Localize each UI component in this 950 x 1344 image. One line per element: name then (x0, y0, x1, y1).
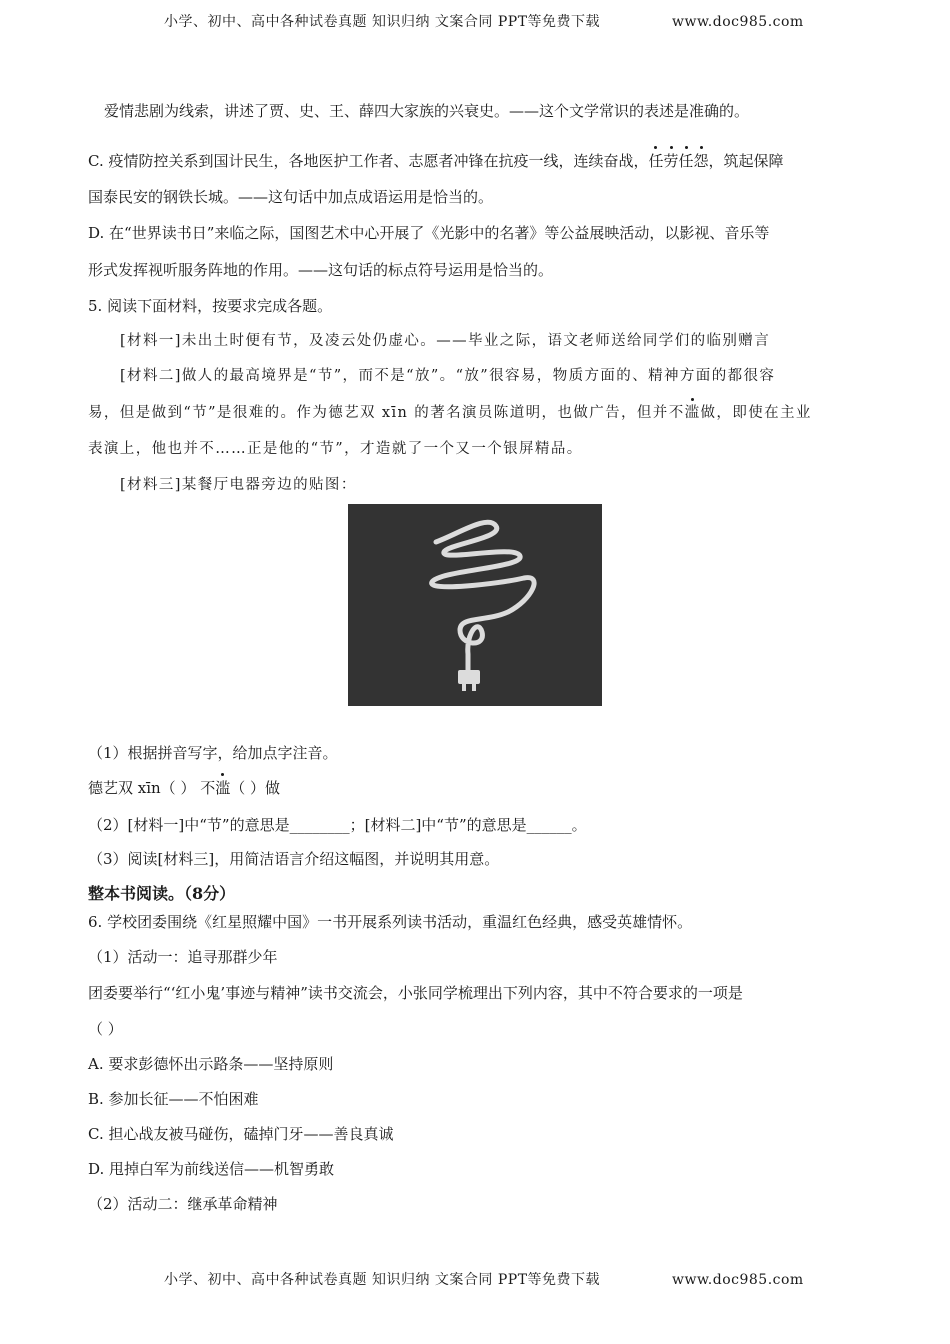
footer-ad-text: 小学、初中、高中各种试卷真题 知识归纳 文案合同 PPT等免费下载 (164, 1272, 601, 1288)
dotted-char: 任 (648, 152, 664, 170)
q6-activity-1-desc: 团委要举行“‘红小鬼’事迹与精神”读书交流会，小张同学梳理出下列内容，其中不符合要求的一项是 (88, 984, 743, 1002)
dotted-char: 滥 (684, 405, 701, 421)
blank-xin: 德艺双 xīn（ ） (88, 779, 196, 797)
blank-lan: （ ）做 (230, 779, 281, 797)
q6-activity-1: （1）活动一：追寻那群少年 (88, 948, 278, 966)
q5-material-2-line3: 表演上，他也并不……正是他的“节”，才造就了一个又一个银屏精品。 (88, 441, 583, 457)
q6-activity-2: （2）活动二：继承革命精神 (88, 1195, 278, 1213)
q5-sub-2: （2）[材料一]中“节”的意思是________；[材料二]中“节”的意思是______。 (88, 816, 587, 834)
q6-option-c: C. 担心战友被马碰伤，磕掉门牙——善良真诚 (88, 1125, 394, 1143)
dotted-char: 滥 (215, 779, 231, 797)
q5-sub-1: （1）根据拼音写字，给加点字注音。 (88, 744, 338, 762)
header-ad-text: 小学、初中、高中各种试卷真题 知识归纳 文案合同 PPT等免费下载 (164, 14, 601, 30)
q5-material-2-line2 (88, 403, 812, 423)
power-cord-icon (348, 504, 602, 706)
q4-option-d-line1: D. 在“世界读书日”来临之际，国图艺术中心开展了《光影中的名著》等公益展映活动，以影视、音乐等 (88, 224, 770, 242)
q4-c-text-end: ，筑起保障 (708, 152, 784, 170)
blank-lan-pre: 不 (200, 779, 216, 797)
q6-intro: 6. 学校团委围绕《红星照耀中国》一书开展系列读书活动，重温红色经典，感受英雄情怀。 (88, 913, 693, 931)
section-title: 整本书阅读。（8分） (88, 884, 236, 903)
q5-material-3: [材料三]某餐厅电器旁边的贴图： (120, 477, 357, 493)
dotted-char: 怨 (693, 152, 709, 170)
q5-sub-1-blanks (88, 778, 280, 798)
q6-option-d: D. 甩掉白军为前线送信——机智勇敢 (88, 1160, 335, 1178)
q5-sub-3: （3）阅读[材料三]，用简洁语言介绍这幅图，并说明其用意。 (88, 850, 500, 868)
q5-m2-text-end: 做，即使在主业 (700, 405, 812, 421)
q6-option-a: A. 要求彭德怀出示路条——坚持原则 (88, 1055, 334, 1073)
q6-option-b: B. 参加长征——不怕困难 (88, 1090, 259, 1108)
q4-option-b-tail: 爱情悲剧为线索，讲述了贾、史、王、薛四大家族的兴衰史。——这个文学常识的表述是准确的。 (104, 102, 750, 120)
q4-option-c-line2: 国泰民安的钢铁长城。——这句话中加点成语运用是恰当的。 (88, 188, 494, 206)
footer-site-link[interactable]: www.doc985.com (672, 1272, 804, 1288)
q4-option-d-line2: 形式发挥视听服务阵地的作用。——这句话的标点符号运用是恰当的。 (88, 261, 554, 279)
power-cord-poster-image (348, 504, 602, 706)
q5-intro: 5. 阅读下面材料，按要求完成各题。 (88, 297, 333, 315)
q4-option-c-line1 (88, 151, 784, 171)
q4-c-text: C. 疫情防控关系到国计民生，各地医护工作者、志愿者冲锋在抗疫一线，连续奋战， (88, 152, 649, 170)
header-site-link[interactable]: www.doc985.com (672, 14, 804, 30)
q5-material-2-line1: [材料二]做人的最高境界是“节”，而不是“放”。“放”很容易，物质方面的、精神方面的都很容 (120, 368, 776, 384)
q5-m2-text: 易，但是做到“节”是很难的。作为德艺双 xīn 的著名演员陈道明，也做广告，但并不 (88, 405, 685, 421)
q5-material-1: [材料一]未出土时便有节，及凌云处仍虚心。——毕业之际，语文老师送给同学们的临别赠言 (120, 333, 771, 349)
dotted-char: 劳 (663, 152, 679, 170)
dotted-char: 任 (678, 152, 694, 170)
q6-answer-blank: （ ） (88, 1020, 123, 1038)
